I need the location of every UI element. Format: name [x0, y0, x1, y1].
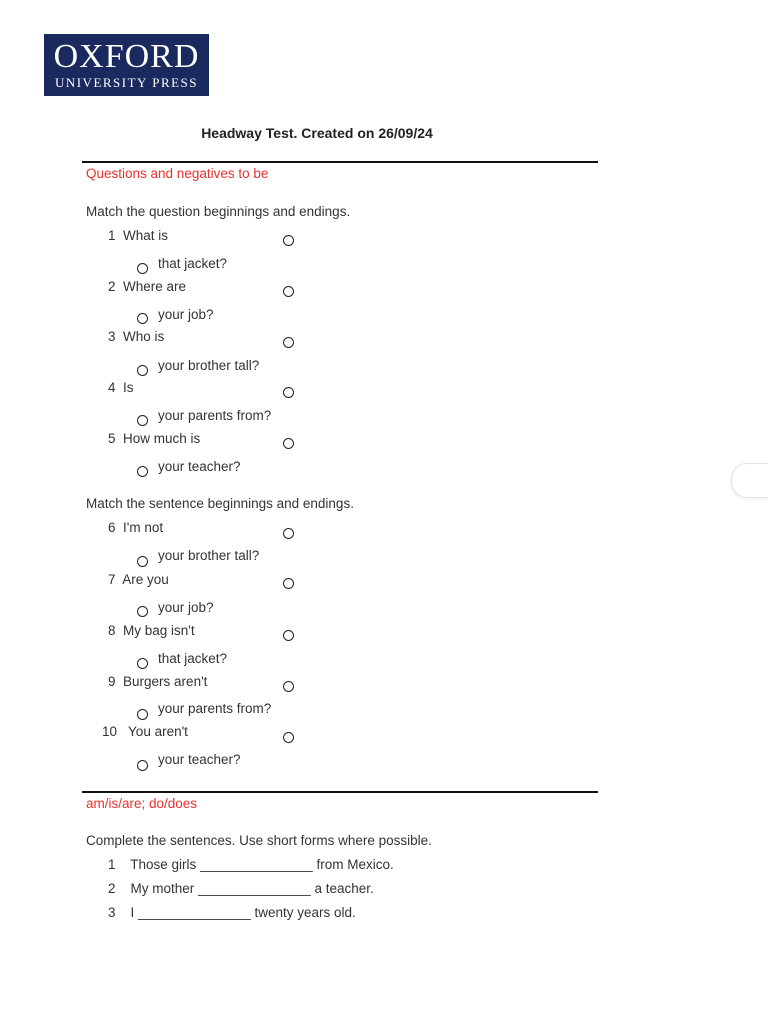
question-number: 10	[102, 724, 118, 739]
question-beginning: How much is	[123, 431, 201, 446]
question-number: 9	[108, 674, 116, 689]
page-title: Headway Test. Created on 26/09/24	[201, 125, 433, 141]
section-divider	[82, 161, 598, 163]
sentence-ending: your job?	[158, 600, 214, 615]
question-ending: your brother tall?	[158, 358, 260, 373]
match-radio[interactable]	[283, 681, 294, 692]
question-number: 7	[108, 572, 116, 587]
question-ending: that jacket?	[158, 256, 228, 271]
ending-radio[interactable]	[137, 365, 148, 376]
sentence-beginning: I'm not	[123, 520, 164, 535]
match-radio[interactable]	[283, 528, 294, 539]
sentence-beginning: Burgers aren't	[123, 674, 208, 689]
question-ending: your job?	[158, 307, 214, 322]
question-number: 1	[108, 228, 116, 243]
sentence-beginning: Are you	[122, 572, 169, 587]
sentence-beginning: My bag isn't	[123, 623, 195, 638]
ending-radio[interactable]	[137, 415, 148, 426]
ending-radio[interactable]	[137, 606, 148, 617]
oxford-university-press-logo	[44, 34, 209, 96]
question-row	[108, 520, 163, 535]
question-row	[108, 228, 168, 243]
sentence-number: 3	[108, 905, 116, 920]
sentence-ending: your teacher?	[158, 752, 241, 767]
sentence-end: a teacher.	[314, 881, 374, 896]
sentence-end: from Mexico.	[316, 857, 394, 872]
match-radio[interactable]	[283, 387, 294, 398]
question-row	[108, 623, 195, 638]
question-row	[108, 674, 207, 689]
sentence-start: Those girls	[130, 857, 197, 872]
question-number: 5	[108, 431, 116, 446]
instruction: Match the question beginnings and endings.	[86, 204, 351, 219]
match-radio[interactable]	[283, 630, 294, 641]
question-number: 2	[108, 279, 116, 294]
sentence-number: 1	[108, 857, 116, 872]
ending-radio[interactable]	[137, 556, 148, 567]
sentence-ending: your brother tall?	[158, 548, 260, 563]
ending-radio[interactable]	[137, 760, 148, 771]
question-ending: your parents from?	[158, 408, 272, 423]
question-number: 3	[108, 329, 116, 344]
answer-blank[interactable]: _______________	[200, 857, 313, 872]
question-row	[108, 329, 164, 344]
question-beginning: Is	[123, 380, 134, 395]
question-row	[108, 380, 134, 395]
sentence-end: twenty years old.	[254, 905, 356, 920]
match-radio[interactable]	[283, 337, 294, 348]
fill-in-sentence	[108, 857, 394, 872]
question-beginning: What is	[123, 228, 169, 243]
question-row	[102, 724, 188, 739]
ending-radio[interactable]	[137, 658, 148, 669]
question-number: 6	[108, 520, 116, 535]
section-heading: Questions and negatives to be	[86, 166, 269, 181]
section-heading: am/is/are; do/does	[86, 796, 198, 811]
sentence-ending: your parents from?	[158, 701, 272, 716]
match-radio[interactable]	[283, 235, 294, 246]
question-number: 8	[108, 623, 116, 638]
match-radio[interactable]	[283, 286, 294, 297]
fill-in-sentence	[108, 881, 374, 896]
match-radio[interactable]	[283, 438, 294, 449]
ending-radio[interactable]	[137, 313, 148, 324]
sentence-start: My mother	[130, 881, 195, 896]
sentence-number: 2	[108, 881, 116, 896]
ending-radio[interactable]	[137, 263, 148, 274]
answer-blank[interactable]: _______________	[198, 881, 311, 896]
logo-wordmark: OXFORD	[53, 38, 200, 75]
question-row	[108, 572, 169, 587]
question-beginning: Who is	[123, 329, 165, 344]
question-row	[108, 431, 200, 446]
sentence-start: I	[130, 905, 135, 920]
ending-radio[interactable]	[137, 709, 148, 720]
answer-blank[interactable]: _______________	[138, 905, 251, 920]
question-beginning: Where are	[123, 279, 187, 294]
logo-subtitle: UNIVERSITY PRESS	[54, 75, 199, 90]
instruction: Match the sentence beginnings and endings.	[86, 496, 354, 511]
instruction: Complete the sentences. Use short forms where possible.	[86, 833, 432, 848]
match-radio[interactable]	[283, 578, 294, 589]
ending-radio[interactable]	[137, 466, 148, 477]
sentence-ending: that jacket?	[158, 651, 228, 666]
sentence-beginning: You aren't	[128, 724, 188, 739]
fill-in-sentence	[108, 905, 356, 920]
question-row	[108, 279, 186, 294]
question-ending: your teacher?	[158, 459, 241, 474]
side-panel-tab[interactable]	[731, 463, 768, 498]
question-number: 4	[108, 380, 116, 395]
match-radio[interactable]	[283, 732, 294, 743]
section-divider	[82, 791, 598, 793]
